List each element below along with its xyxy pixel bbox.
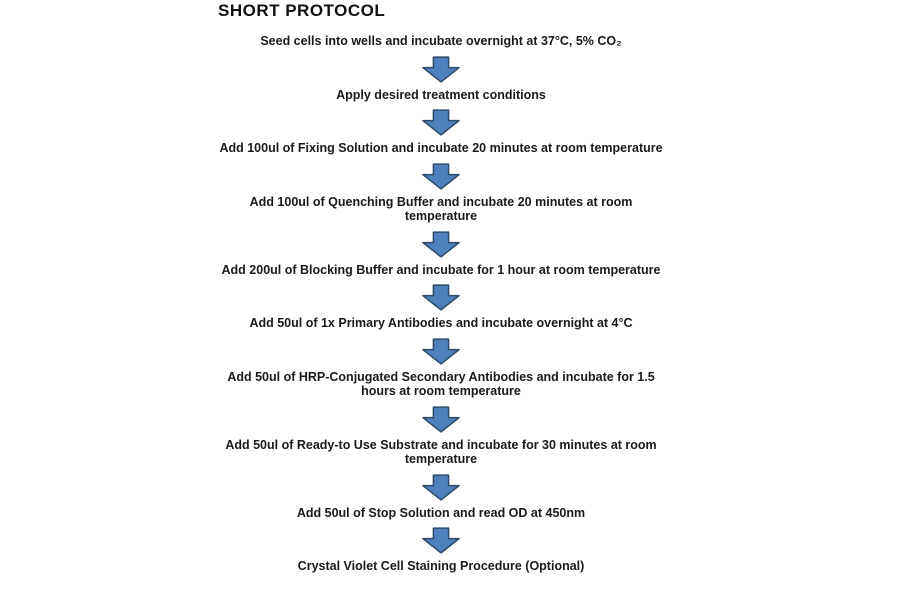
down-arrow-icon (422, 56, 460, 83)
step-text-line: Crystal Violet Cell Staining Procedure (Optional) (297, 559, 585, 573)
down-arrow-icon (422, 474, 460, 501)
step-text-line: temperature (404, 209, 478, 223)
step-text-line: Seed cells into wells and incubate overnight at 37°C, 5% CO₂ (260, 34, 622, 48)
protocol-flow (191, 34, 691, 574)
down-arrow-icon (422, 109, 460, 136)
step-text (250, 195, 633, 224)
down-arrow-icon (422, 163, 460, 190)
step-text-line: Add 200ul of Blocking Buffer and incubate for 1 hour at room temperature (221, 262, 661, 277)
down-arrow-icon (422, 338, 460, 365)
step-text (227, 370, 654, 399)
step-text (249, 316, 632, 331)
step-text-line: Add 50ul of HRP-Conjugated Secondary Antibodies and incubate for 1.5 (227, 369, 655, 384)
page-title: SHORT PROTOCOL (218, 1, 386, 20)
step-text-line: Add 100ul of Quenching Buffer and incubate 20 minutes at room (249, 194, 633, 209)
step-text (336, 88, 546, 103)
step-text (298, 559, 585, 574)
down-arrow-icon (422, 406, 460, 433)
down-arrow-icon (422, 231, 460, 258)
step-text (219, 141, 662, 156)
step-text (297, 506, 585, 521)
step-text (260, 34, 621, 49)
step-text-line: Add 100ul of Fixing Solution and incubate 20 minutes at room temperature (219, 141, 663, 155)
step-text-line: Add 50ul of 1x Primary Antibodies and incubate overnight at 4°C (249, 316, 633, 330)
step-text-line: Apply desired treatment conditions (336, 87, 546, 102)
step-text-line: temperature (404, 452, 478, 466)
step-text (222, 263, 661, 278)
down-arrow-icon (422, 527, 460, 554)
step-text-line: Add 50ul of Stop Solution and read OD at 450nm (296, 505, 586, 520)
down-arrow-icon (422, 284, 460, 311)
step-text-line: hours at room temperature (361, 384, 521, 398)
step-text (225, 438, 656, 467)
step-text-line: Add 50ul of Ready-to Use Substrate and incubate for 30 minutes at room (225, 437, 657, 452)
